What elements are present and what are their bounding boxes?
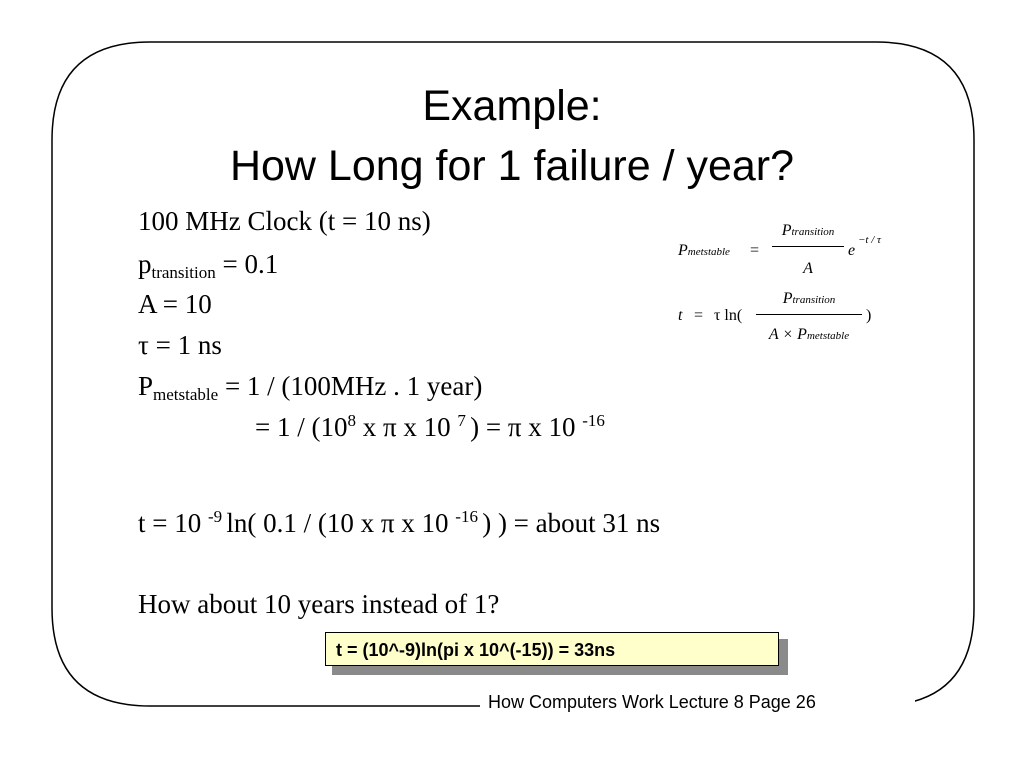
p-transition-line — [138, 248, 278, 280]
t-part-b: ln( 0.1 / (10 x π x 10 — [226, 508, 456, 538]
formula1-fraction-bar — [772, 246, 844, 247]
p-transition-symbol: p — [138, 249, 152, 279]
answer-callout: t = (10^-9)ln(pi x 10^(-15)) = 33ns — [325, 632, 779, 666]
t-exponent-1: -9 — [207, 507, 227, 526]
p-metstable-subscript: metstable — [153, 385, 219, 404]
t-part-a: t = 10 — [138, 508, 208, 538]
t-part-c: ) ) = about 31 ns — [482, 508, 661, 538]
formula2-numerator: Ptransition — [782, 290, 836, 307]
p-metstable-result-line — [255, 411, 605, 443]
a-line: A = 10 — [138, 289, 212, 319]
tau-line: τ = 1 ns — [138, 330, 222, 360]
eq2-exponent-3: -16 — [582, 411, 605, 430]
slide-title-line1: Example: — [422, 82, 602, 130]
formula-time — [678, 290, 908, 352]
eq2-exponent-1: 8 — [347, 411, 356, 430]
clock-line: 100 MHz Clock (t = 10 ns) — [138, 206, 431, 236]
slide-footer: How Computers Work Lecture 8 Page 26 — [488, 692, 816, 712]
formula2-denominator: A × Pmetstable — [768, 326, 850, 343]
formula1-equals: = — [750, 242, 760, 259]
slide-title-line2: How Long for 1 failure / year? — [229, 142, 795, 190]
eq2-exponent-2: 7 — [457, 411, 471, 430]
formula-metstable — [678, 222, 908, 282]
formula1-denominator: A — [803, 260, 813, 277]
formula2-tau-ln: τ ln( — [714, 307, 743, 324]
eq2-part-b: x π x 10 — [355, 412, 458, 442]
t-result-line — [138, 507, 660, 539]
formula2-close-paren: ) — [866, 307, 872, 324]
eq2-part-a: = 1 / (10 — [255, 412, 348, 442]
formula2-lhs: t — [678, 307, 683, 324]
formula2-fraction-bar — [756, 314, 862, 315]
formula1-numerator: Ptransition — [781, 222, 835, 239]
p-metstable-value: = 1 / (100MHz . 1 year) — [218, 371, 483, 401]
formula1-exponent: −t / τ — [858, 234, 881, 246]
formula1-lhs: Pmetstable — [678, 242, 730, 259]
p-transition-subscript: transition — [151, 263, 216, 282]
question-line: How about 10 years instead of 1? — [138, 589, 500, 619]
t-exponent-2: -16 — [455, 507, 483, 526]
formula1-exp-base: e — [848, 242, 856, 259]
p-metstable-line — [138, 370, 482, 402]
eq2-part-c: ) = π x 10 — [470, 412, 583, 442]
p-transition-value: = 0.1 — [215, 249, 279, 279]
formula2-equals: = — [694, 307, 704, 324]
p-metstable-symbol: P — [138, 371, 154, 401]
